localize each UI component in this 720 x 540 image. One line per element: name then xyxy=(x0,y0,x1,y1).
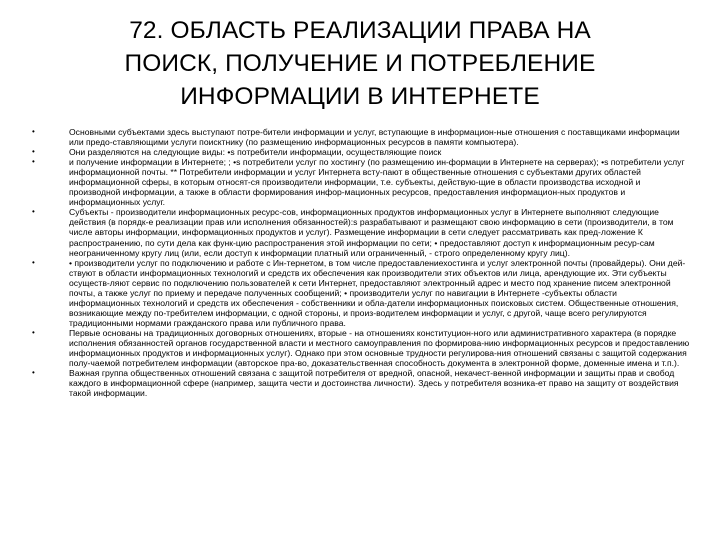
slide-title-line-2: ПОИСК, ПОЛУЧЕНИЕ И ПОТРЕБЛЕНИЕ xyxy=(124,50,596,77)
slide-title-line-1: 72. ОБЛАСТЬ РЕАЛИЗАЦИИ ПРАВА НА xyxy=(129,17,591,44)
bullet-item xyxy=(30,207,690,257)
bullet-icon: • xyxy=(32,368,35,378)
slide-title-line-3: ИНФОРМАЦИИ В ИНТЕРНЕТЕ xyxy=(180,83,540,110)
bullet-text: и получение информации в Интернете; ; •s потребители услуг по хостингу (по размещению ин-формации в Интернете на серверах); •s потребители услуг информационной почты. ** Потребители информации и услуг Интернета всту-пают в общественные отношения с субъектами других областей информационной сферы, в которым относят-ся производители информации, т.е. субъекты, действую-щие в области производства исходной и производной информации, а также в области формирования инфор-мационных ресурсов, предоставления информацион-ных продуктов и информационных услуг. xyxy=(69,157,685,208)
slide-title xyxy=(40,14,680,113)
bullet-item xyxy=(30,258,690,328)
bullet-item xyxy=(30,368,690,398)
bullet-text: Они разделяются на следующие виды: •s потребители информации, осуществляющие поиск xyxy=(69,147,442,158)
bullet-icon: • xyxy=(32,127,35,136)
bullet-item xyxy=(30,147,690,157)
bullet-icon: • xyxy=(32,157,35,167)
bullet-text: Основными субъектами здесь выступают потре-бители информации и услуг, вступающие в информацион-ные отношения с поставщиками информации или предо-ставляющими услуги поисктнику (по размещению информационных ресурсов в памяти компьютера). xyxy=(69,127,680,148)
bullet-icon: • xyxy=(32,327,35,337)
bullet-item xyxy=(30,328,690,368)
bullet-icon: • xyxy=(32,257,35,267)
bullet-text: Субъекты - производители информационных ресурс-сов, информационных продуктов информационных услуг в Интернете выполняют следующие действия (в порядк-е реализации прав или исполнения обязанностей):s разрабатывают и размещают свою информацию в сети (производители, в том числе авторы информации, информационных продуктов и услуг). Размещение информации в сети следует рассматривать как пред-ложение К распространению, по сути дела как функ-цию распространения этой информации по сети; • предоставляют доступ к информационным ресур-сам неограниченному кругу лиц (или, если доступ к информации платный или ограниченный, - строго определенному кругу лиц). xyxy=(69,207,674,258)
bullet-text: • производители услуг по подключению и работе с Ин-тернетом, в том числе предоставлениехостинга и услуг электронной почты (провайдеры). Они дей-ствуют в области информационных технологий и средств их обеспечения как производители этих объектов или лица, арендующие их. Эти субъекты осуществ-ляют сервис по подключению пользователей к сети Интернет, предоставляют электронный адрес и место под хранение писем электронной почты, а также услуг по приему и передаче полученных сообщений; • производители услуг по навигации в Интернете -субъекты области информационных технологий и средств их обеспечения - собственники и облa-датели информационных поисковых систем. Общественные отношения, возникающие между по-требителем информации, с одной стороны, и произ-водителем информации и услуг, с другой, чаще всего регулируются традиционными нормами гражданского права или публичного права. xyxy=(69,257,686,328)
bullet-item xyxy=(30,127,690,147)
bullet-icon: • xyxy=(32,147,35,157)
bullet-item xyxy=(30,157,690,207)
bullet-list xyxy=(30,127,690,398)
bullet-text: Первые основаны на традиционных договорных отношениях, вторые - на отношениях конституцион-ного или административного характера (в порядке исполнения обязанностей органов государственной власти и местного самоуправления по формирова-нию информационных ресурсов и предоставлению информационных продуктов и информационных услуг). Однако при этом основные трудности регулирова-ния отношений связаны с защитой содержания полу-чаемой потребителем информации (авторское пра-во, доказательственная способность документа в электронной форме, доменные имена и т.п.). xyxy=(69,327,690,369)
bullet-icon: • xyxy=(32,207,35,217)
bullet-text: Важная группа общественных отношений связана с защитой потребителя от вредной, опасной, некачест-венной информации и защиты прав и свобод каждого в информационной сфере (например, защита чести и достоинства личности). Здесь у потребителя возника-ет право на защиту от воздействия такой информации. xyxy=(69,368,679,399)
